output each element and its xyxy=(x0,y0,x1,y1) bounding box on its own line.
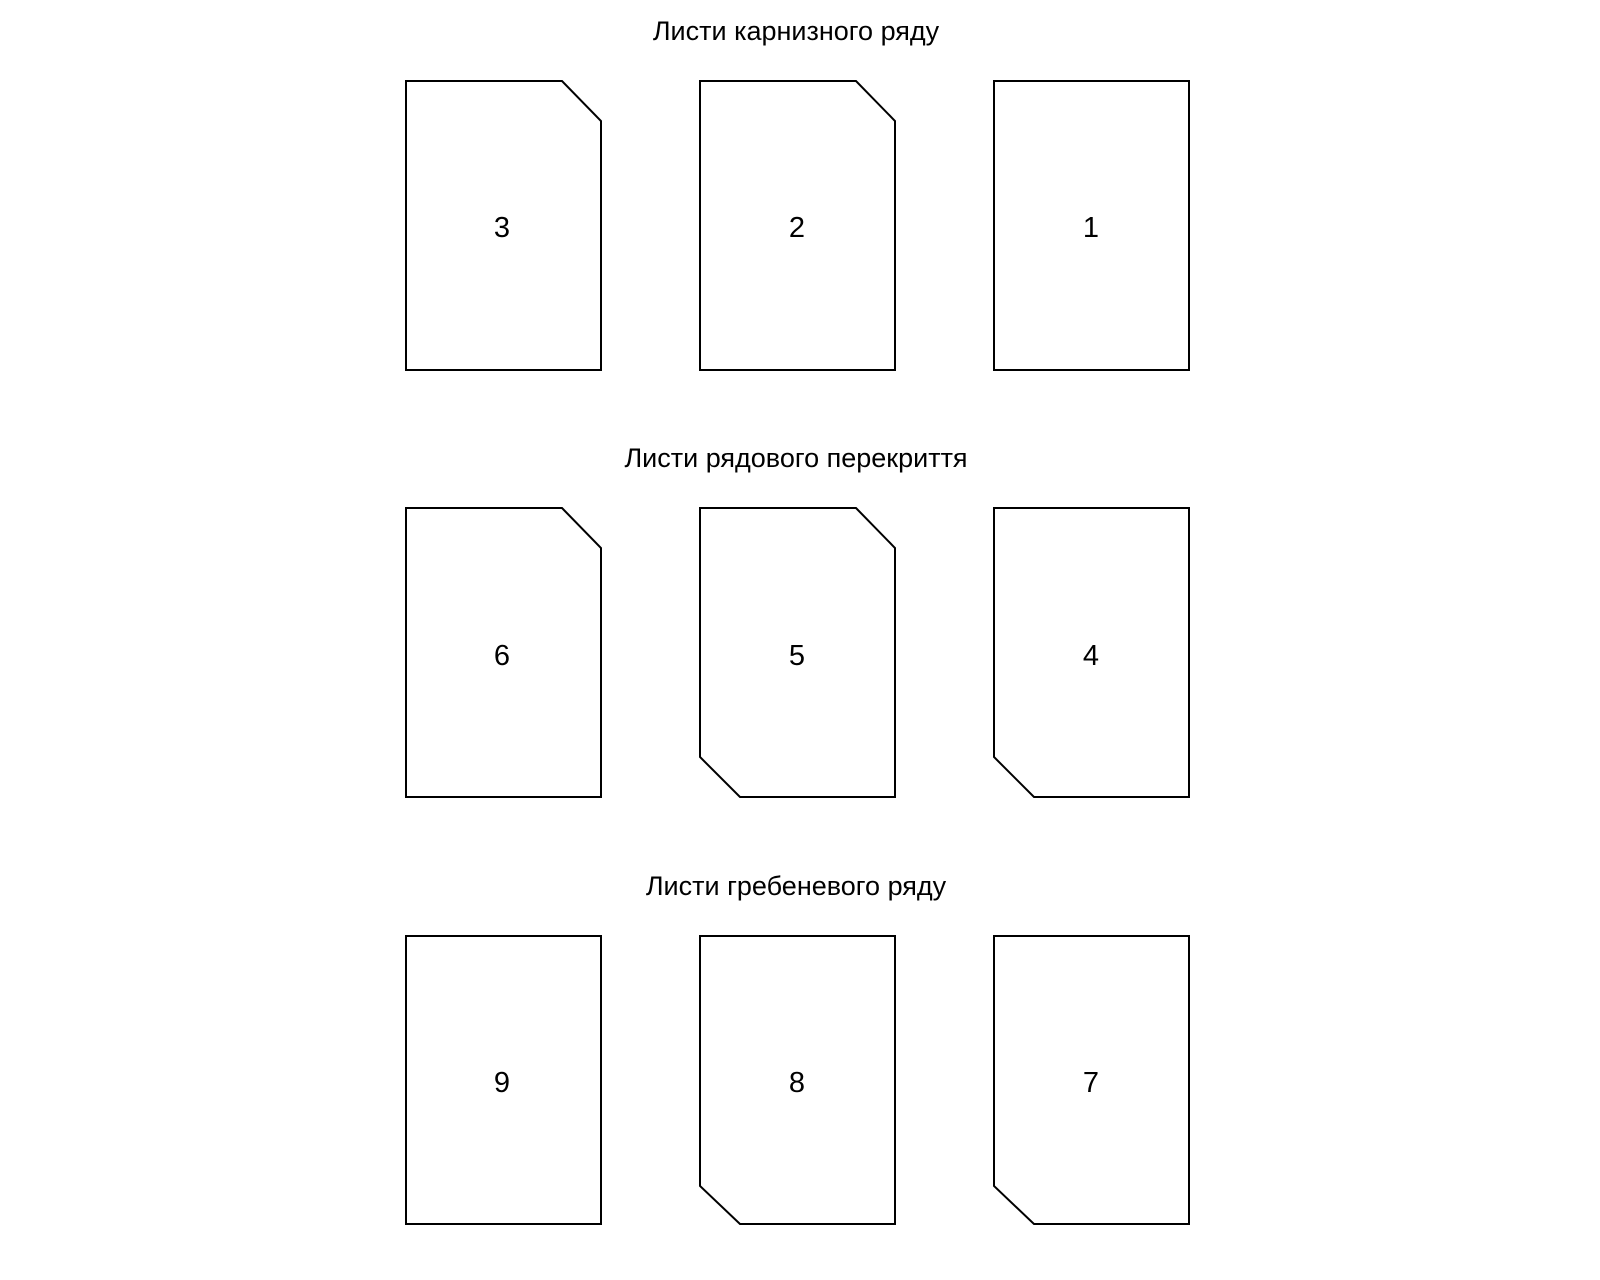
sheet-1 xyxy=(994,81,1189,370)
row-title-ordinary: Листи рядового перекриття xyxy=(624,443,968,473)
row-title-eaves: Листи карнизного ряду xyxy=(652,16,940,46)
sheet-number: 2 xyxy=(788,212,806,244)
sheet-7 xyxy=(994,936,1189,1224)
sheet-number: 6 xyxy=(493,640,511,672)
sheet-6 xyxy=(406,508,601,797)
sheet-number: 5 xyxy=(788,640,806,672)
sheet-2 xyxy=(700,81,895,370)
sheet-5 xyxy=(700,508,895,797)
sheet-4 xyxy=(994,508,1189,797)
row-eaves xyxy=(406,16,1189,370)
sheet-9 xyxy=(406,936,601,1224)
row-ridge xyxy=(406,871,1189,1224)
sheet-number: 3 xyxy=(493,212,511,244)
sheet-number: 1 xyxy=(1082,212,1100,244)
sheet-number: 7 xyxy=(1082,1067,1100,1099)
sheet-number: 4 xyxy=(1082,640,1100,672)
sheet-3 xyxy=(406,81,601,370)
sheet-number: 8 xyxy=(788,1067,806,1099)
row-ordinary xyxy=(406,443,1189,797)
sheet-number: 9 xyxy=(493,1067,511,1099)
row-title-ridge: Листи гребеневого ряду xyxy=(645,871,947,901)
sheet-8 xyxy=(700,936,895,1224)
